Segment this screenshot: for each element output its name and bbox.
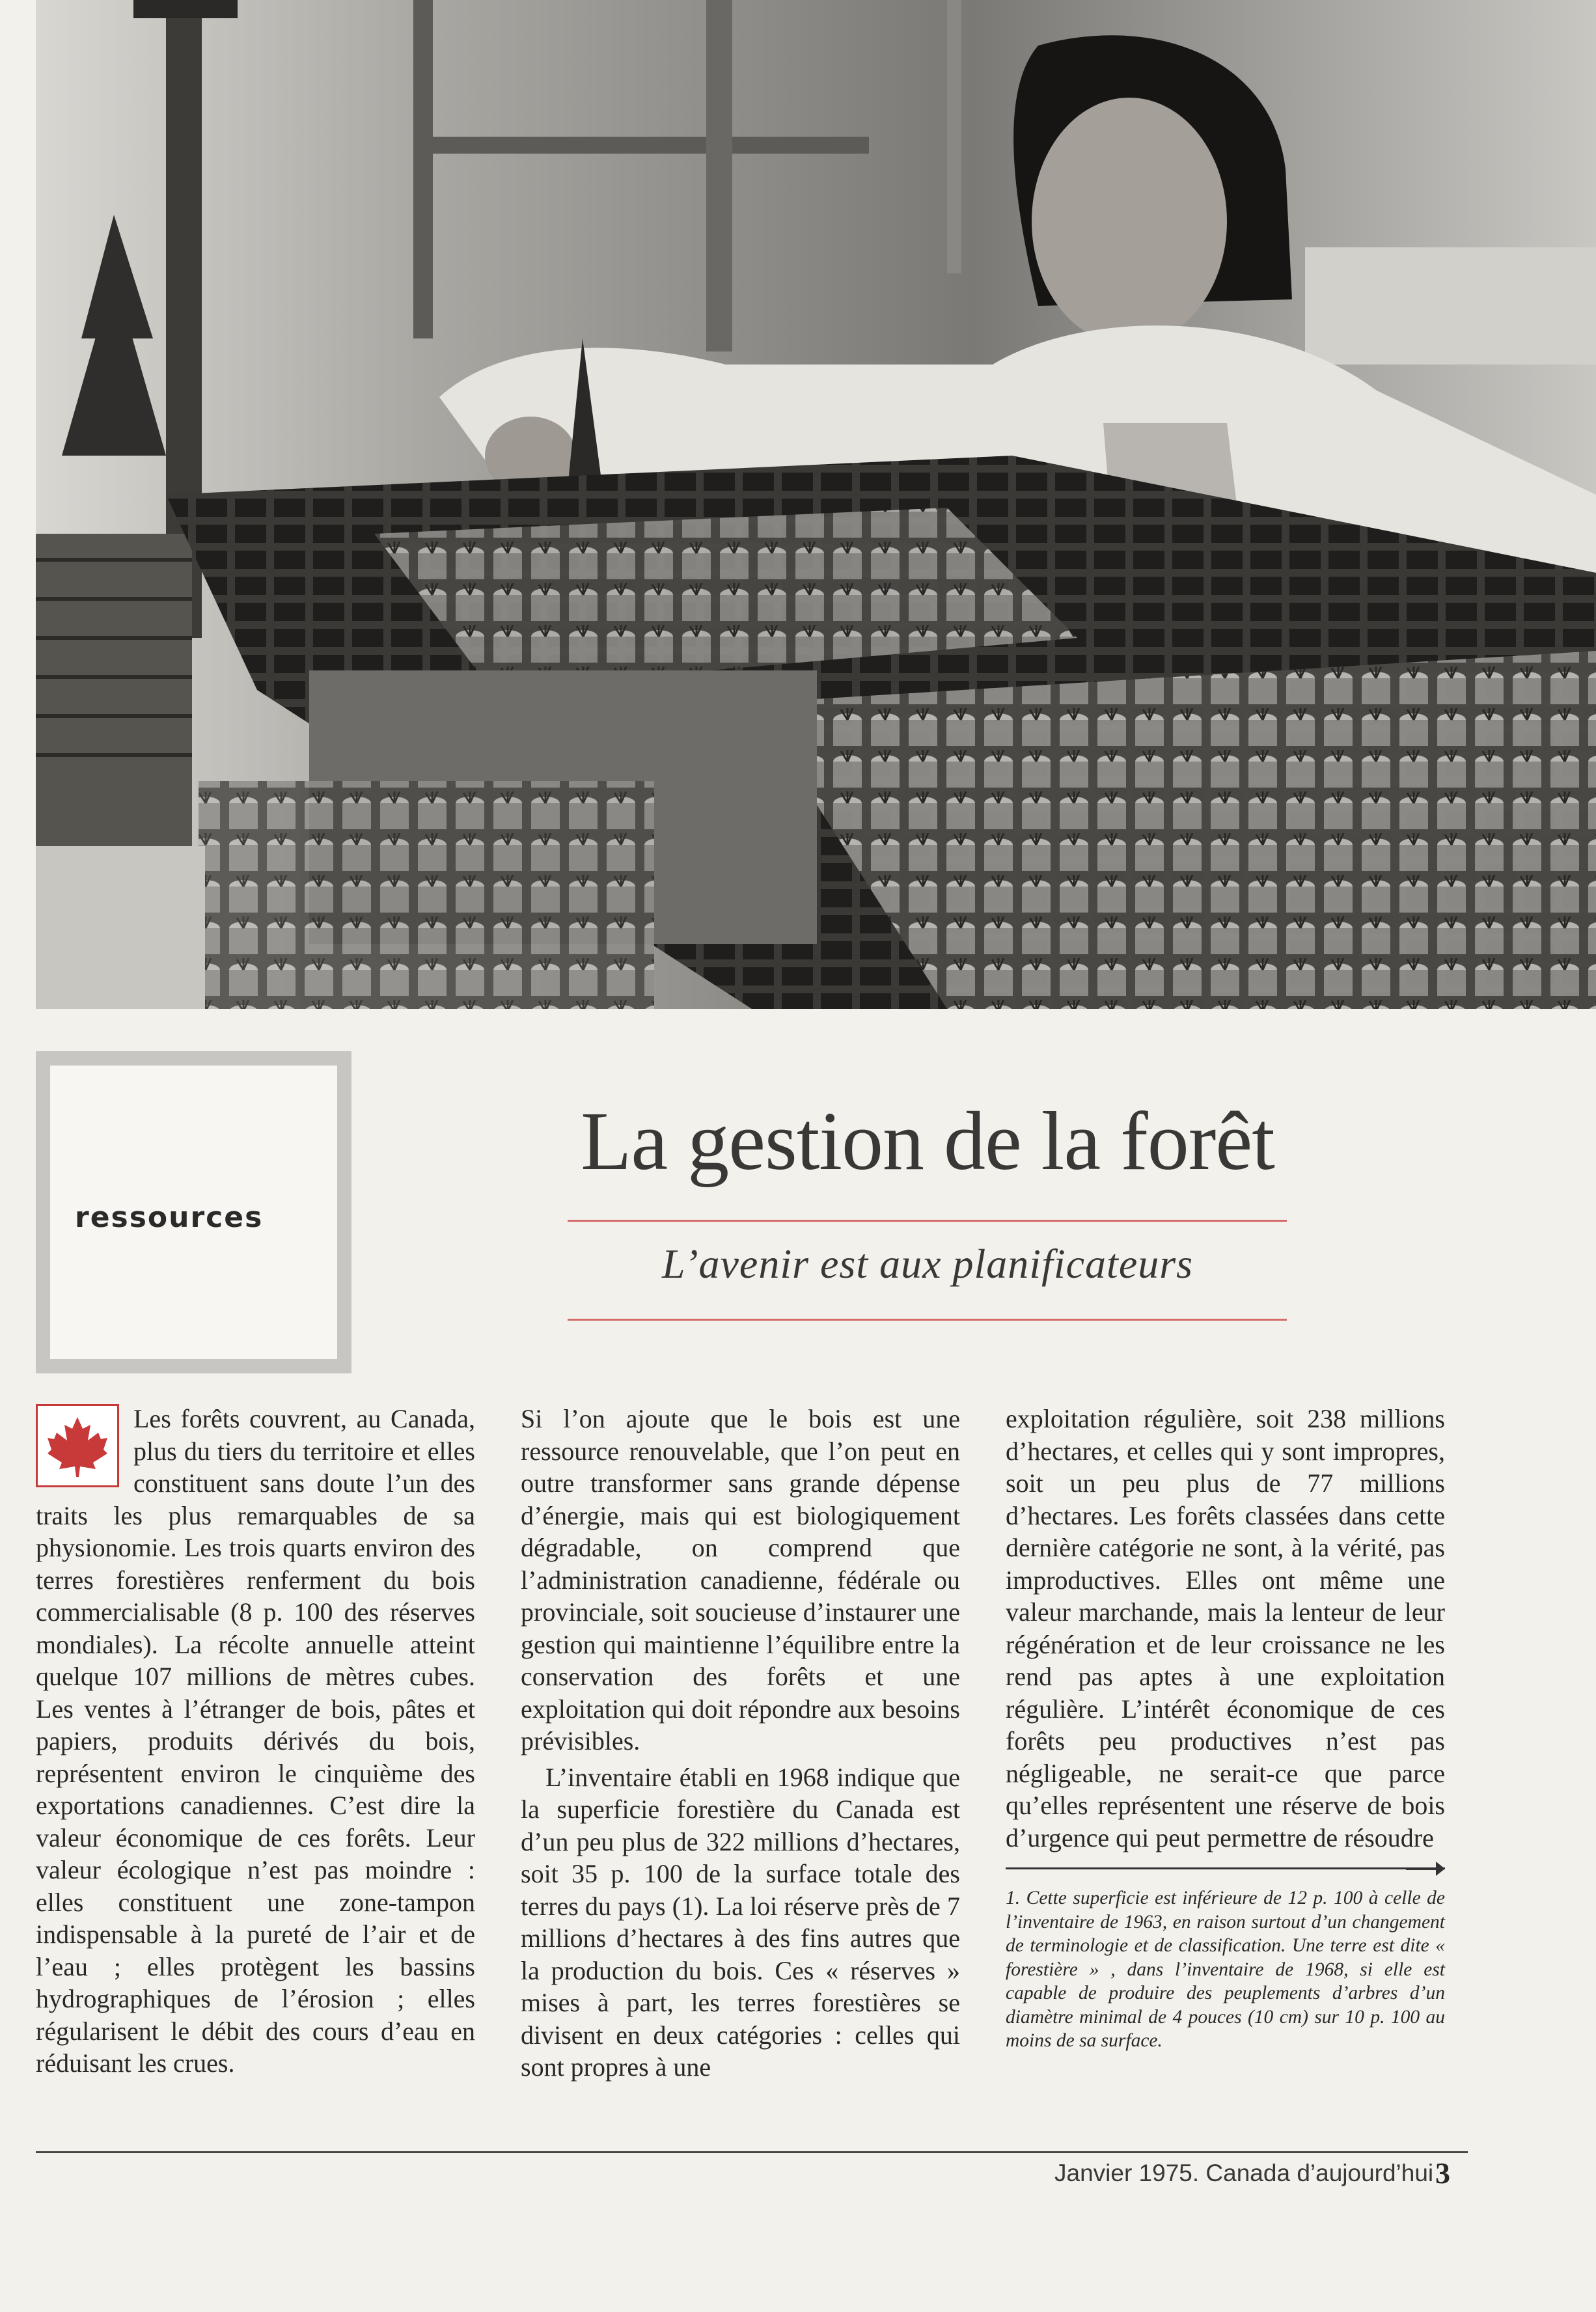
paragraph: exploitation régulière, soit 238 millions d’hectares, et celles qui y sont impropres, soit un peu plus de 77 millions d’hectares. Les forêts classées dans cette dernière catégorie ne sont, à la vérité, pas improductives. Elles ont même une valeur marchande, mais la lenteur de leur régénération et de leur croissance ne les rend pas aptes à une exploitation régulière. L’intérêt économique de ces forêts peu productives n’est pas négligeable, ne serait-ce que parce qu’elles représentent une réserve de bois d’urgence qui peut permettre de résoudre xyxy=(1006,1404,1445,1852)
maple-leaf-icon xyxy=(36,1404,119,1487)
article-column-2 xyxy=(521,1403,960,2084)
page-number: 3 xyxy=(1435,2156,1450,2190)
footnote-rule xyxy=(1006,1867,1445,1869)
article-column-3 xyxy=(1006,1403,1445,1854)
article-column-1 xyxy=(36,1403,475,2080)
paragraph: L’inventaire établi en 1968 indique que la superficie forestière du Canada est d’un peu plus de 322 millions d’hectares, soit 35 p. 100 de la surface totale des terres du pays (1). La loi réserve près de 7 millions d’hectares à des fins autres que la production du bois. Ces « réserves » mises à part, les terres forestières se divisent en deux catégories : celles qui sont propres à une xyxy=(521,1762,960,2082)
greenhouse-photo xyxy=(36,0,1596,1009)
title-rule-top xyxy=(568,1220,1287,1222)
title-rule-bottom xyxy=(568,1319,1287,1321)
footnote: 1. Cette superficie est inférieure de 12 p. 100 à celle de l’inventaire de 1963, en raison surtout d’un changement de terminologie et de classification. Une terre est dite « forestière » , dans l’inventaire de 1968, si elle est capable de produire des peuplements d’arbres d’un diamètre minimal de 4 pouces (10 cm) sur 10 p. 100 au moins de sa surface. xyxy=(1006,1888,1445,2051)
article-subtitle: L’avenir est aux planificateurs xyxy=(661,1241,1194,1287)
article-title: La gestion de la forêt xyxy=(581,1095,1274,1187)
section-label: ressources xyxy=(75,1201,264,1234)
footer-issue: Janvier 1975. Canada d’aujourd’hui xyxy=(1054,2160,1434,2186)
continue-arrow-icon xyxy=(1406,1859,1445,1878)
footer-rule xyxy=(36,2151,1468,2153)
section-box xyxy=(36,1051,351,1373)
paragraph: Si l’on ajoute que le bois est une ressource renouvelable, que l’on peut en outre transformer sans grande dépense d’énergie, mais qui est biologiquement dégradable, on comprend que l’administration canadienne, fédérale ou provinciale, soit soucieuse d’instaurer une gestion qui maintienne l’équilibre entre la conservation des forêts et une exploitation qui doit répondre aux besoins prévisibles. xyxy=(521,1404,960,1755)
paragraph: Les forêts couvrent, au Canada, plus du tiers du territoire et elles constituent sans doute l’un des traits les plus remarquables de sa physionomie. Les trois quarts environ des terres forestières renferment du bois commercialisable (8 p. 100 des réserves mondiales). La récolte annuelle atteint quelque 107 millions de mètres cubes. Les ventes à l’étranger de bois, pâtes et papiers, produits dérivés du bois, représentent environ le cinquième des exportations canadiennes. C’est dire la valeur économique de ces forêts. Leur valeur écologique n’est pas moindre : elles constituent une zone-tampon indispensable à la pureté de l’air et de l’eau ; elles protègent les bassins hydrographiques de l’érosion ; elles régularisent le débit des cours d’eau en réduisant les crues. xyxy=(36,1404,475,2078)
